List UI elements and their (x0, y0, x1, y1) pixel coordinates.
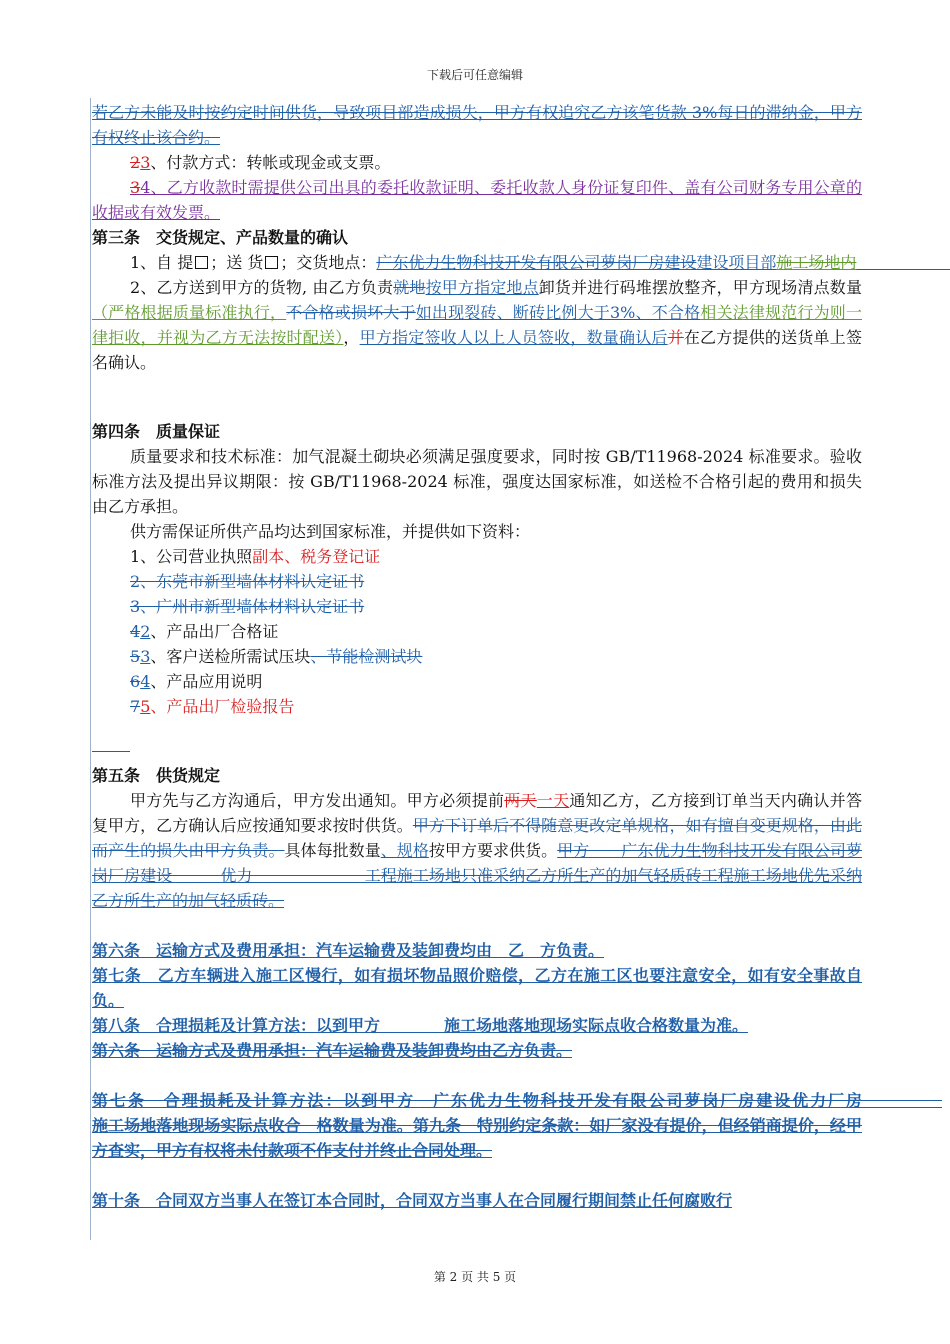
supply-text-a: 甲方先与乙方沟通后，甲方发出通知。甲方必须提前 (130, 791, 505, 810)
article-8-loss-calculation: 第八条 合理损耗及计算方法：以到甲方 施工场地落地现场实际点收合格数量为准。 (92, 1016, 749, 1035)
unloading-paragraph (92, 275, 862, 375)
article-9-special-terms: 第九条 特别约定条款：如厂家没有提价，但经销商提价，经甲方查实，甲方有权将未付款项不作支付并终止合同处理。 (92, 1116, 862, 1160)
business-license-text: 1、公司营业执照 (130, 547, 253, 566)
document-list-item-3: 3、广州市新型墙体材料认定证书 (130, 597, 365, 616)
payment-documents-text: 、乙方收款时需提供公司出具的委托收款证明、委托收款人身份证复印件、盖有公司财务专用公章的收据或有效发票。 (92, 178, 862, 222)
revision-margin-bar (90, 98, 91, 1240)
deleted-energy-test-block: 、节能检测试块 (310, 647, 423, 666)
document-list-item-7 (92, 694, 862, 719)
quality-standard-clause: （严格根据质量标准执行， (92, 303, 287, 322)
delivery-checkbox[interactable] (265, 256, 278, 269)
document-list-item-4 (92, 619, 862, 644)
article-4-heading: 第四条 质量保证 (92, 422, 221, 441)
deleted-order-change-clause: 甲方下订单后不得随意更改定单规格，如有擅自变更规格，由此而产生的损失由甲方负责。 (92, 816, 862, 860)
late-penalty-paragraph: 若乙方未能及时按约定时间供货，导致项目部造成损失，甲方有权追究乙方该笔货款 3%每日的滞纳金，甲方有权终止该合约。 (92, 103, 862, 147)
item-text: 、产品出厂合格证 (150, 622, 279, 641)
supply-text-c: 具体每批数量 (284, 841, 381, 860)
inserted-designated-location: 按甲方指定地点 (425, 278, 539, 297)
item-text: 、客户送检所需试压块 (150, 647, 311, 666)
spacer (92, 719, 862, 763)
rejection-clause: 相关法律规范行为则一律拒收，并视为乙方无法按时配送） (92, 303, 862, 347)
page-footer: 第 2 页 共 5 页 (433, 1270, 517, 1284)
inserted-number: 3 (140, 647, 151, 666)
deleted-number: 4 (130, 622, 141, 641)
deleted-number: 3 (130, 178, 141, 197)
article-3-heading: 第三条 交货规定、产品数量的确认 (92, 228, 349, 247)
delivery-label: ；送 货 (210, 253, 264, 272)
document-body (92, 100, 943, 1213)
tax-registration-text: 副本、税务登记证 (252, 547, 381, 566)
comma: ， (343, 328, 360, 347)
deleted-priority-clause: 工程施工场地优先采纳乙方所生产的加气轻质砖。 (92, 866, 862, 910)
document-list-item-5 (92, 644, 862, 669)
supply-rules-paragraph (92, 788, 862, 913)
deleted-damage-clause: 不合格或损坏大于 (286, 303, 416, 322)
item-text: 、产品应用说明 (150, 672, 263, 691)
signatory-clause: 甲方指定签收人以上人员签收，数量确认后 (359, 328, 668, 347)
document-list-item-6 (92, 669, 862, 694)
self-pickup-label: 1、自 提 (130, 253, 194, 272)
spacer (92, 375, 862, 419)
item-text: 、产品出厂检验报告 (150, 697, 295, 716)
deleted-number: 2 (130, 153, 141, 172)
inserted-spec: 、规格 (380, 841, 429, 860)
payment-method-paragraph (92, 150, 862, 175)
inserted-number: 4 (140, 672, 151, 691)
revision-mark-line (92, 751, 130, 752)
article-7-vehicle-safety: 第七条 乙方车辆进入施工区慢行，如有损坏物品照价赔偿，乙方在施工区也要注意安全，如有安全事故自负。 (92, 966, 862, 1010)
spacer (92, 913, 862, 938)
payment-documents-paragraph (92, 175, 862, 225)
page-header: 下载后可任意编辑 (426, 68, 523, 82)
delivery-location-label: ；交货地点： (280, 253, 377, 272)
inserted-one-day: 一天 (536, 791, 570, 810)
deleted-number: 7 (130, 697, 141, 716)
signature-confirmation-text: 在乙方提供的送货单上签名确认。 (92, 328, 862, 372)
spacer (92, 1163, 862, 1188)
deleted-number: 5 (130, 647, 141, 666)
delivery-location-site: 施工场地内 (776, 253, 857, 272)
unloading-text-b: 卸货并进行码堆摆放整齐，甲方现场清点数量 (538, 278, 862, 297)
deleted-exclusive-clause: 甲方 广东优力生物科技开发有限公司萝岗厂房建设 优力 工程施工场地只准采纳乙方所生产的加气轻质砖 (92, 841, 862, 885)
deleted-article-6: 第六条 运输方式及费用承担：汽车运输费及装卸费均由乙方负责。 (92, 1041, 573, 1060)
document-list-item-1 (92, 544, 862, 569)
inserted-number: 4 (140, 178, 151, 197)
self-pickup-checkbox[interactable] (195, 256, 208, 269)
payment-method-text: 、付款方式：转帐或现金或支票。 (150, 153, 391, 172)
inserted-number: 5 (140, 697, 151, 716)
delivery-method-paragraph (92, 250, 862, 275)
article-5-heading: 第五条 供货规定 (92, 766, 221, 785)
delivery-location-company: 广东优力生物科技开发有限公司萝岗厂房建设 (376, 253, 697, 272)
deleted-article-7-and-9 (92, 1088, 943, 1163)
unloading-text-a: 2、乙方送到甲方的货物, 由乙方负责 (130, 278, 394, 297)
deleted-article-7: 第七条 合理损耗及计算方法：以到甲方 广东优力生物科技开发有限公司萝岗厂房建设优力厂房 施工场地落地现场实际点收合 格数量为准。 (92, 1091, 943, 1135)
article-6-transport: 第六条 运输方式及费用承担：汽车运输费及装卸费均由 乙 方负责。 (92, 941, 605, 960)
deleted-number: 6 (130, 672, 141, 691)
delivery-location-project: 建设项目部 (696, 253, 777, 272)
inserted-number: 3 (140, 153, 151, 172)
spacer (92, 1063, 862, 1088)
article-10-anti-corruption: 第十条 合同双方当事人在签订本合同时，合同双方当事人在合同履行期间禁止任何腐败行 (92, 1191, 733, 1210)
blank-underline (856, 253, 950, 272)
deleted-two-days: 两天 (504, 791, 537, 810)
inserted-broken-brick-clause: 如出现裂砖、断砖比例大于3%、不合格 (415, 303, 701, 322)
supply-text-b: 通知乙方，乙方接到订单当天内确认并答复甲方，乙方确认后应按通知要求按时供货。 (92, 791, 862, 835)
supplier-documents-intro: 供方需保证所供产品均达到国家标准，并提供如下资料： (130, 522, 531, 541)
document-list-item-2: 2、东莞市新型墙体材料认定证书 (130, 572, 365, 591)
quality-standard-paragraph: 质量要求和技术标准：加气混凝土砌块必须满足强度要求，同时按 GB/T11968-2024 标准要求。验收标准方法及提出异议期限：按 GB/T11968-2024 标准，强度达国家标准，如送检不合格引起的费用和损失由乙方承担。 (92, 447, 862, 516)
inserted-number: 2 (140, 622, 151, 641)
deleted-on-site: 就地 (393, 278, 426, 297)
deleted-and: 并 (667, 328, 684, 347)
supply-text-d: 按甲方要求供货。 (428, 841, 558, 860)
